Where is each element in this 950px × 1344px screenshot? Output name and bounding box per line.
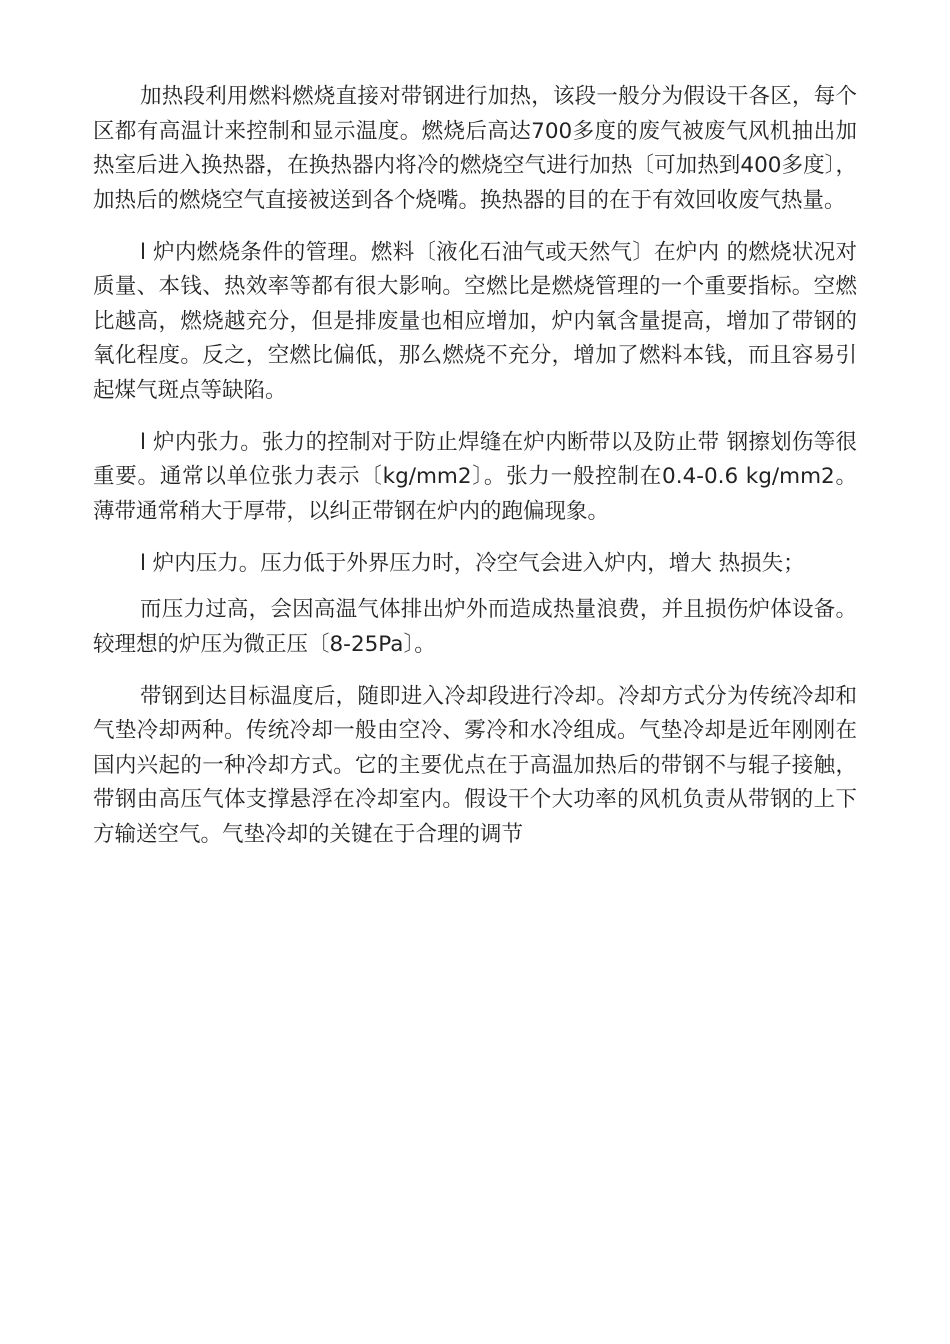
paragraph-cooling-section: 带钢到达目标温度后，随即进入冷却段进行冷却。冷却方式分为传统冷却和气垫冷却两种。传统冷却一般由空冷、雾冷和水冷组成。气垫冷却是近年刚刚在国内兴起的一种冷却方式。它的主要优点在于高温加热后的带钢不与辊子接触，带钢由高压气体支撑悬浮在冷却室内。假设干个大功率的风机负责从带钢的上下方输送空气。气垫冷却的关键在于合理的调节 (93, 683, 857, 847)
document-page (93, 80, 857, 870)
paragraph-furnace-pressure: l 炉内压力。压力低于外界压力时，冷空气会进入炉内，增大 热损失； (140, 550, 805, 576)
paragraph-heating-section: 加热段利用燃料燃烧直接对带钢进行加热，该段一般分为假设干各区，每个区都有高温计来控制和显示温度。燃烧后高达700多度的废气被废气风机抽出加热室后进入换热器，在换热器内将冷的燃烧空气进行加热〔可加热到400多度〕，加热后的燃烧空气直接被送到各个烧嘴。换热器的目的在于有效回收废气热量。 (93, 84, 857, 213)
paragraph-furnace-tension: l 炉内张力。张力的控制对于防止焊缝在炉内断带以及防止带 钢擦划伤等很重要。通常以单位张力表示〔kg/mm2〕。张力一般控制在0.4-0.6 kg/mm2。薄带通常稍大于厚带，以纠正带钢在炉内的跑偏现象。 (93, 429, 857, 524)
paragraph-combustion-management: l 炉内燃烧条件的管理。燃料〔液化石油气或天然气〕在炉内 的燃烧状况对质量、本钱、热效率等都有很大影响。空燃比是燃烧管理的一个重要指标。空燃比越高，燃烧越充分，但是排废量也相应增加，炉内氧含量提高，增加了带钢的氧化程度。反之，空燃比偏低，那么燃烧不充分，增加了燃料本钱，而且容易引起煤气斑点等缺陷。 (93, 239, 857, 403)
paragraph-pressure-too-high: 而压力过高，会因高温气体排出炉外而造成热量浪费，并且损伤炉体设备。较理想的炉压为微正压〔8-25Pa〕。 (93, 597, 857, 657)
